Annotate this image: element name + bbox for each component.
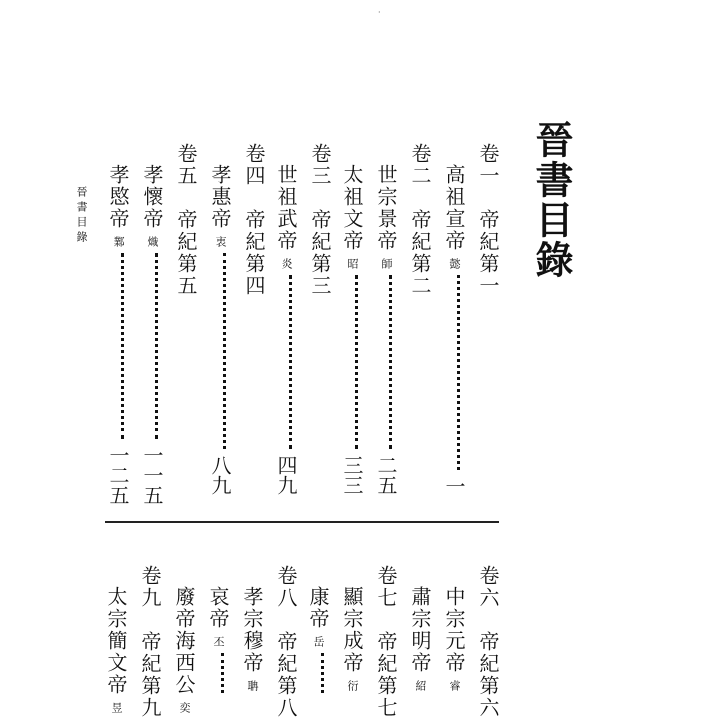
entry-personal-name: 鄴 <box>112 236 125 247</box>
leader-dots <box>155 253 158 439</box>
entry-title: 孝宗穆帝 <box>240 586 264 674</box>
toc-entry-shizong-jingdi <box>376 164 396 495</box>
entry-title: 孝愍帝 <box>106 164 130 230</box>
entry-page-number: 四九 <box>274 455 298 495</box>
entry-personal-name: 丕 <box>212 636 225 647</box>
entry-page-number: 一 <box>442 476 466 496</box>
toc-entry-xiaozong-mudi <box>242 586 262 691</box>
volume-4-heading: 卷四 帝紀第四 <box>242 143 266 297</box>
running-head: 晉書目錄 <box>75 186 88 246</box>
entry-personal-name: 熾 <box>146 236 159 247</box>
entry-title: 肅宗明帝 <box>408 586 432 674</box>
toc-entry-shizu-wudi <box>276 164 296 495</box>
toc-entry-zhongzong-yuandi <box>444 586 464 691</box>
entry-title: 廢帝海西公 <box>172 586 196 696</box>
entry-title: 孝懷帝 <box>140 164 164 230</box>
entry-personal-name: 岳 <box>312 636 325 647</box>
entry-personal-name: 昱 <box>110 702 123 713</box>
leader-dots <box>457 275 460 470</box>
entry-title: 太祖文帝 <box>340 164 364 252</box>
top-speck: · <box>378 8 381 17</box>
volume-3-heading: 卷三 帝紀第三 <box>308 143 332 297</box>
entry-title: 孝惠帝 <box>208 164 232 230</box>
toc-entry-xianzong-chengdi <box>342 586 362 691</box>
entry-title: 顯宗成帝 <box>340 586 364 674</box>
volume-5-heading: 卷五 帝紀第五 <box>174 143 198 297</box>
toc-entry-aidi <box>208 586 228 699</box>
volume-9-heading: 卷九 帝紀第九 <box>138 565 162 719</box>
section-divider <box>105 521 499 523</box>
leader-dots <box>289 275 292 449</box>
toc-entry-xiao-mindi <box>108 164 128 505</box>
leader-dots <box>221 653 224 693</box>
toc-entry-gaozu-xuandi <box>444 164 464 496</box>
entry-personal-name: 師 <box>380 258 393 269</box>
volume-7-heading: 卷七 帝紀第七 <box>374 565 398 719</box>
entry-personal-name: 衷 <box>214 236 227 247</box>
entry-title: 哀帝 <box>206 586 230 630</box>
volume-2-heading: 卷二 帝紀第二 <box>408 143 432 297</box>
entry-page-number: 一一五 <box>140 445 164 505</box>
entry-title: 世宗景帝 <box>374 164 398 252</box>
entry-page-number: 八九 <box>208 455 232 495</box>
entry-personal-name: 昭 <box>346 258 359 269</box>
entry-personal-name: 紹 <box>414 680 427 691</box>
entry-title: 康帝 <box>306 586 330 630</box>
volume-6-heading: 卷六 帝紀第六 <box>476 565 500 719</box>
leader-dots <box>355 275 358 449</box>
entry-personal-name: 聃 <box>246 680 259 691</box>
toc-entry-suzong-mingdi <box>410 586 430 691</box>
leader-dots <box>321 653 324 693</box>
toc-entry-taizong-jianwendi <box>106 586 126 713</box>
toc-entry-kangdi <box>308 586 328 699</box>
page-title: 晉書目錄 <box>529 120 574 280</box>
entry-title: 中宗元帝 <box>442 586 466 674</box>
leader-dots <box>121 253 124 439</box>
toc-entry-xiao-huaidi <box>142 164 162 505</box>
entry-personal-name: 睿 <box>448 680 461 691</box>
leader-dots <box>389 275 392 449</box>
toc-entry-feidi-haixigong <box>174 586 194 713</box>
entry-title: 世祖武帝 <box>274 164 298 252</box>
entry-personal-name: 奕 <box>178 702 191 713</box>
entry-page-number: 一二五 <box>106 445 130 505</box>
entry-title: 高祖宣帝 <box>442 164 466 252</box>
entry-personal-name: 衍 <box>346 680 359 691</box>
entry-page-number: 三三 <box>340 455 364 495</box>
toc-entry-xiao-huidi <box>210 164 230 495</box>
volume-1-heading: 卷一 帝紀第一 <box>476 143 500 297</box>
volume-8-heading: 卷八 帝紀第八 <box>274 565 298 719</box>
entry-title: 太宗簡文帝 <box>104 586 128 696</box>
toc-entry-taizu-wendi <box>342 164 362 495</box>
entry-page-number: 二五 <box>374 455 398 495</box>
leader-dots <box>223 253 226 449</box>
entry-personal-name: 炎 <box>280 258 293 269</box>
entry-personal-name: 懿 <box>448 258 461 269</box>
